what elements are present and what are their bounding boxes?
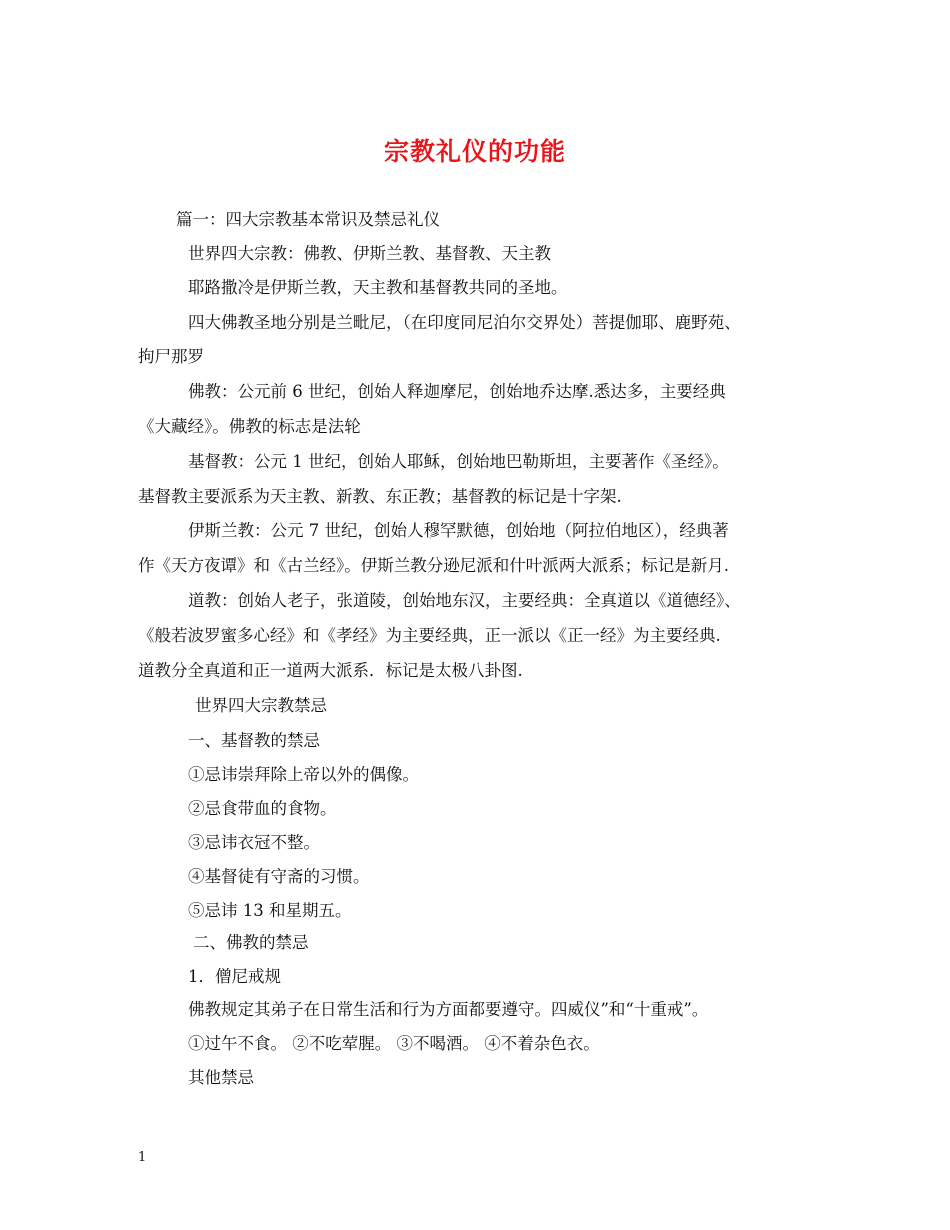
list-item: ①忌讳崇拜除上帝以外的偶像。 bbox=[188, 765, 419, 784]
paragraph-line: 基督教主要派系为天主教、新教、东正教；基督教的标记是十字架. bbox=[138, 487, 622, 506]
document-title: 宗教礼仪的功能 bbox=[383, 137, 566, 166]
paragraph-line: 拘尸那罗 bbox=[138, 347, 204, 366]
paragraph-line: 基督教：公元 1 世纪，创始人耶稣，创始地巴勒斯坦，主要著作《圣经》。 bbox=[188, 452, 729, 471]
subsection-heading: 其他禁忌 bbox=[188, 1068, 254, 1087]
paragraph-line: 耶路撒冷是伊斯兰教，天主教和基督教共同的圣地。 bbox=[188, 278, 568, 297]
paragraph-line: 《般若波罗蜜多心经》和《孝经》为主要经典，正一派以《正一经》为主要经典. bbox=[138, 626, 721, 645]
list-item: ①过午不食。 ②不吃荤腥。 ③不喝酒。 ④不着杂色衣。 bbox=[188, 1034, 600, 1053]
paragraph-line: 伊斯兰教：公元 7 世纪，创始人穆罕默德，创始地（阿拉伯地区），经典著 bbox=[188, 521, 729, 540]
paragraph-line: 佛教：公元前 6 世纪，创始人释迦摩尼，创始地乔达摩.悉达多，主要经典 bbox=[188, 382, 726, 401]
page-number: 1 bbox=[138, 1150, 147, 1165]
section-heading: 二、佛教的禁忌 bbox=[193, 933, 309, 952]
paragraph-line: 作《天方夜谭》和《古兰经》。伊斯兰教分逊尼派和什叶派两大派系；标记是新月. bbox=[138, 556, 729, 575]
paragraph-line: 佛教规定其弟子在日常生活和行为方面都要遵守。四威仪”和“十重戒”。 bbox=[188, 1000, 709, 1019]
section-heading: 篇一：四大宗教基本常识及禁忌礼仪 bbox=[176, 210, 440, 229]
paragraph-line: 道教分全真道和正一道两大派系．标记是太极八卦图. bbox=[138, 661, 523, 680]
section-heading: 世界四大宗教禁忌 bbox=[195, 696, 327, 715]
paragraph-line: 《大藏经》。佛教的标志是法轮 bbox=[138, 417, 361, 436]
list-item: ③忌讳衣冠不整。 bbox=[188, 833, 320, 852]
paragraph-line: 道教：创始人老子，张道陵，创始地东汉，主要经典：全真道以《道德经》、 bbox=[188, 591, 741, 610]
subsection-heading: 1．僧尼戒规 bbox=[188, 967, 281, 986]
list-item: ②忌食带血的食物。 bbox=[188, 799, 337, 818]
section-heading: 一、基督教的禁忌 bbox=[188, 731, 320, 750]
list-item: ⑤忌讳 13 和星期五。 bbox=[188, 901, 352, 920]
list-item: ④基督徒有守斋的习惯。 bbox=[188, 867, 370, 886]
paragraph-line: 四大佛教圣地分别是兰毗尼，（在印度同尼泊尔交界处）菩提伽耶、鹿野苑、 bbox=[188, 313, 741, 332]
paragraph-line: 世界四大宗教：佛教、伊斯兰教、基督教、天主教 bbox=[188, 244, 551, 263]
